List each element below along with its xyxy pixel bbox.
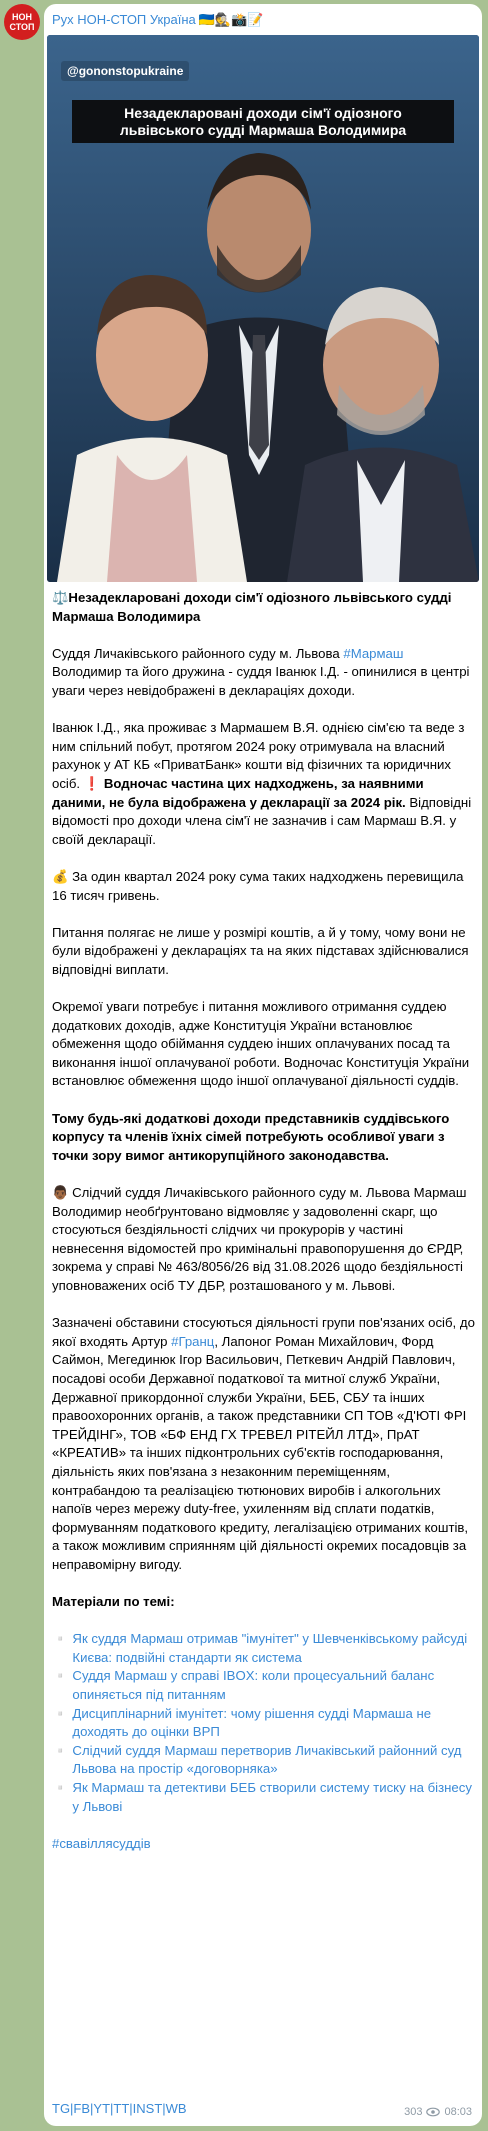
materials-link[interactable]: Дисциплінарний імунітет: чому рішення судді Мармаша не доходять до оцінки ВРП	[72, 1705, 432, 1740]
image-headline	[72, 100, 454, 143]
p2-text-b: Відповідні відомості про доходи члена сім'ї не зазначив і сам Мармаш В.Я. у своїй декларації.	[52, 794, 472, 847]
channel-name[interactable]	[52, 12, 263, 28]
materials-link[interactable]: Слідчий суддя Мармаш перетворив Личаківський районний суд Львова на простір «договорняка»	[72, 1742, 462, 1777]
p8-text-a: Зазначені обставини стосуються діяльності групи пов'язаних осіб, до якої входять Артур	[52, 1315, 475, 1349]
money-bag-icon: 💰	[52, 868, 69, 884]
materials-list	[52, 1630, 476, 1816]
post-title-text: Незадекларовані доходи сім'ї одіозного львівського судді Мармаша Володимира	[52, 590, 452, 624]
p7-text: Слідчий суддя Личаківського районного суду м. Львова Мармаш Володимир необґрунтовано відмовляє у задоволенні скарг, що стосуються бездіяльності слідчих чи прокурорів у частині невнесення відомостей про кримінальні правопорушення до ЄРДР, зокрема у справі № 463/8056/26 від 31.08.2026 щодо бездіяльності уповноважених осіб ТУ ДБР, розташованого у м. Львові.	[52, 1185, 467, 1293]
avatar-text-2: СТОП	[9, 22, 35, 32]
p1-text-b: Володимир та його дружина - суддя Іванюк І.Д. - опинилися в центрі уваги через невідображені в деклараціях доходи.	[52, 664, 470, 698]
channel-emojis: 🇺🇦🕵️📸📝	[198, 12, 264, 27]
materials-item[interactable]	[52, 1630, 476, 1667]
p2-bold-text: Водночас частина цих надходжень, за наявними даними, не була відображена у декларації за 2024 рік.	[52, 775, 424, 810]
materials-link[interactable]: Суддя Мармаш у справі IBOX: коли процесуальний баланс опиняється під питанням	[72, 1668, 435, 1703]
message-time: 08:03	[444, 2106, 472, 2118]
paragraph-6: Тому будь-які додаткові доходи представників суддівського корпусу та членів їхніх сімей потребують особливої уваги з точки зору вимог антикорупційного законодавства.	[52, 1110, 450, 1163]
paragraph-4: Питання полягає не лише у розмірі коштів, а й у тому, чому вони не були відображені у деклараціях та на яких підставах здійснювалися відповідні виплати.	[52, 924, 469, 977]
post-image[interactable]	[47, 35, 479, 582]
white-square-icon: ▫️	[52, 1668, 69, 1684]
image-watermark-tag: @gononstopukraine	[61, 61, 189, 81]
paragraph-7	[52, 1184, 476, 1296]
image-headline-line1: Незадекларовані доходи сім'ї одіозного	[124, 104, 402, 121]
post-title	[52, 589, 476, 626]
materials-item[interactable]	[52, 1667, 476, 1704]
materials-item[interactable]	[52, 1705, 476, 1742]
paragraph-2	[52, 719, 476, 849]
hashtag-link-marmash[interactable]: #Мармаш	[343, 645, 404, 661]
image-headline-line2: львівського судді Мармаша Володимира	[119, 121, 407, 138]
post-text	[52, 589, 476, 1872]
p2-text-a: Іванюк І.Д., яка проживає з Мармашем В.Я. однією сім'єю та веде з ним спільний побут, протягом 2024 року отримувала на власний рахунок у АТ КБ «ПриватБанк» кошти від фізичних та юридичних осіб.	[52, 720, 465, 791]
hashtag-link-judges[interactable]: #свавіллясуддів	[52, 1835, 151, 1851]
paragraph-1	[52, 645, 476, 701]
p1-text-a: Суддя Личаківського районного суду м. Львова	[52, 645, 344, 661]
white-square-icon: ▫️	[52, 1742, 69, 1758]
exclamation-icon: ❗	[83, 775, 101, 791]
avatar-text-1: НОН	[12, 12, 32, 22]
judge-icon: 👨🏾	[52, 1185, 69, 1200]
paragraph-5: Окремої уваги потребує і питання можливого отримання суддею додаткових доходів, адже Конституція України встановлює обмеження щодо обіймання суддею інших оплачуваних посад та виконання іншої оплачуваної роботи. Водночас Конституція України встановлює обмеження щодо іншої оплачуваної діяльності суддів.	[52, 999, 470, 1089]
paragraph-8	[52, 1314, 476, 1574]
channel-avatar[interactable]	[4, 4, 40, 40]
materials-link[interactable]: Як Мармаш та детективи БЕБ створили систему тиску на бізнесу у Львові	[72, 1780, 472, 1814]
paragraph-3	[52, 868, 476, 905]
views-count: 303	[404, 2106, 423, 2118]
social-links[interactable]: TG|FB|YT|TT|INST|WB	[52, 2101, 187, 2116]
materials-link[interactable]: Як суддя Мармаш отримав "імунітет" у Шевченківському райсуді Києва: подвійні стандарти як система	[72, 1631, 468, 1665]
white-square-icon: ▫️	[52, 1705, 69, 1721]
hashtag-link-grants[interactable]: #Гранц	[171, 1333, 215, 1349]
scales-icon: ⚖️	[52, 590, 69, 605]
white-square-icon: ▫️	[52, 1780, 69, 1795]
p8-text-b: , Лапоног Роман Михайлович, Форд Саймон, Мегединюк Ігор Васильович, Петкевич Андрій Павлович, посадові особи Державної податкової та митної служб України, Державної прикордонної служби України, БЕБ, СБУ та інших правоохоронних органів, а також представники СП ТОВ «Д'ЮТІ ФРІ ТРЕЙДІНГ», ТОВ «БФ ЕНД ГХ ТРЕВЕЛ РІТЕЙЛ ЛТД», ПрАТ «КРЕАТИВ» та інших підконтрольних суб'єктів господарювання, діяльність яких пов'язана з незаконним переміщенням, контрабандою та реалізацією тютюнових виробів і алкогольних напоїв через мережу duty-free, ухиленням від сплати податків, формуванням податкового кредиту, легалізацією отриманих коштів, а також можливим сприянням цій діяльності окремих посадовців за неправомірну вигоду.	[52, 1333, 469, 1572]
hashtag-paragraph	[52, 1835, 476, 1854]
materials-title: Матеріали по темі:	[52, 1594, 175, 1610]
message-bubble	[44, 4, 482, 2126]
materials-item[interactable]	[52, 1742, 476, 1779]
message-meta	[404, 2106, 472, 2118]
eye-icon	[426, 2107, 440, 2117]
materials-item[interactable]	[52, 1779, 476, 1816]
channel-title: Рух НОН-СТОП Україна	[52, 12, 196, 27]
p3-text: За один квартал 2024 року сума таких надходжень перевищила 16 тисяч гривень.	[52, 868, 464, 903]
white-square-icon: ▫️	[52, 1631, 69, 1647]
